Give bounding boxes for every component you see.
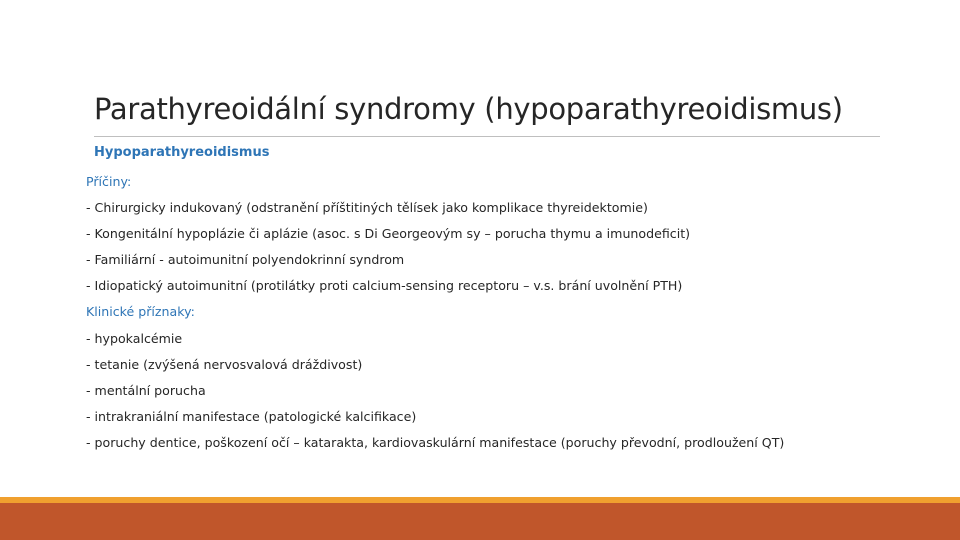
causes-heading: Příčiny: [86,174,132,189]
title-divider [94,136,880,137]
slide-subtitle: Hypoparathyreoidismus [94,145,270,160]
content-list [86,169,784,456]
footer-bar [0,497,960,540]
slide-title: Parathyreoidální syndromy (hypoparathyreoidismus) [94,92,843,126]
symptom-item: - mentální porucha [86,382,206,398]
cause-item: - Kongenitální hypoplázie či aplázie (asoc. s Di Georgeovým sy – porucha thymu a imunodeficit) [86,226,691,242]
symptom-item: - poruchy dentice, poškození očí – katarakta, kardiovaskulární manifestace (poruchy převodní, prodloužení QT) [86,434,785,450]
symptom-item: - hypokalcémie [86,330,183,346]
cause-item: - Idiopatický autoimunitní (protilátky proti calcium-sensing receptoru – v.s. brání uvolnění PTH) [86,278,683,294]
symptom-item: - tetanie (zvýšená nervosvalová dráždivost) [86,356,363,372]
symptom-item: - intrakraniální manifestace (patologické kalcifikace) [86,408,417,424]
cause-item: - Familiární - autoimunitní polyendokrinní syndrom [86,252,405,268]
cause-item: - Chirurgicky indukovaný (odstranění příštitiných tělísek jako komplikace thyreidektomie) [86,200,648,216]
footer-bar-accent [0,497,960,503]
symptoms-heading: Klinické příznaky: [86,304,195,320]
